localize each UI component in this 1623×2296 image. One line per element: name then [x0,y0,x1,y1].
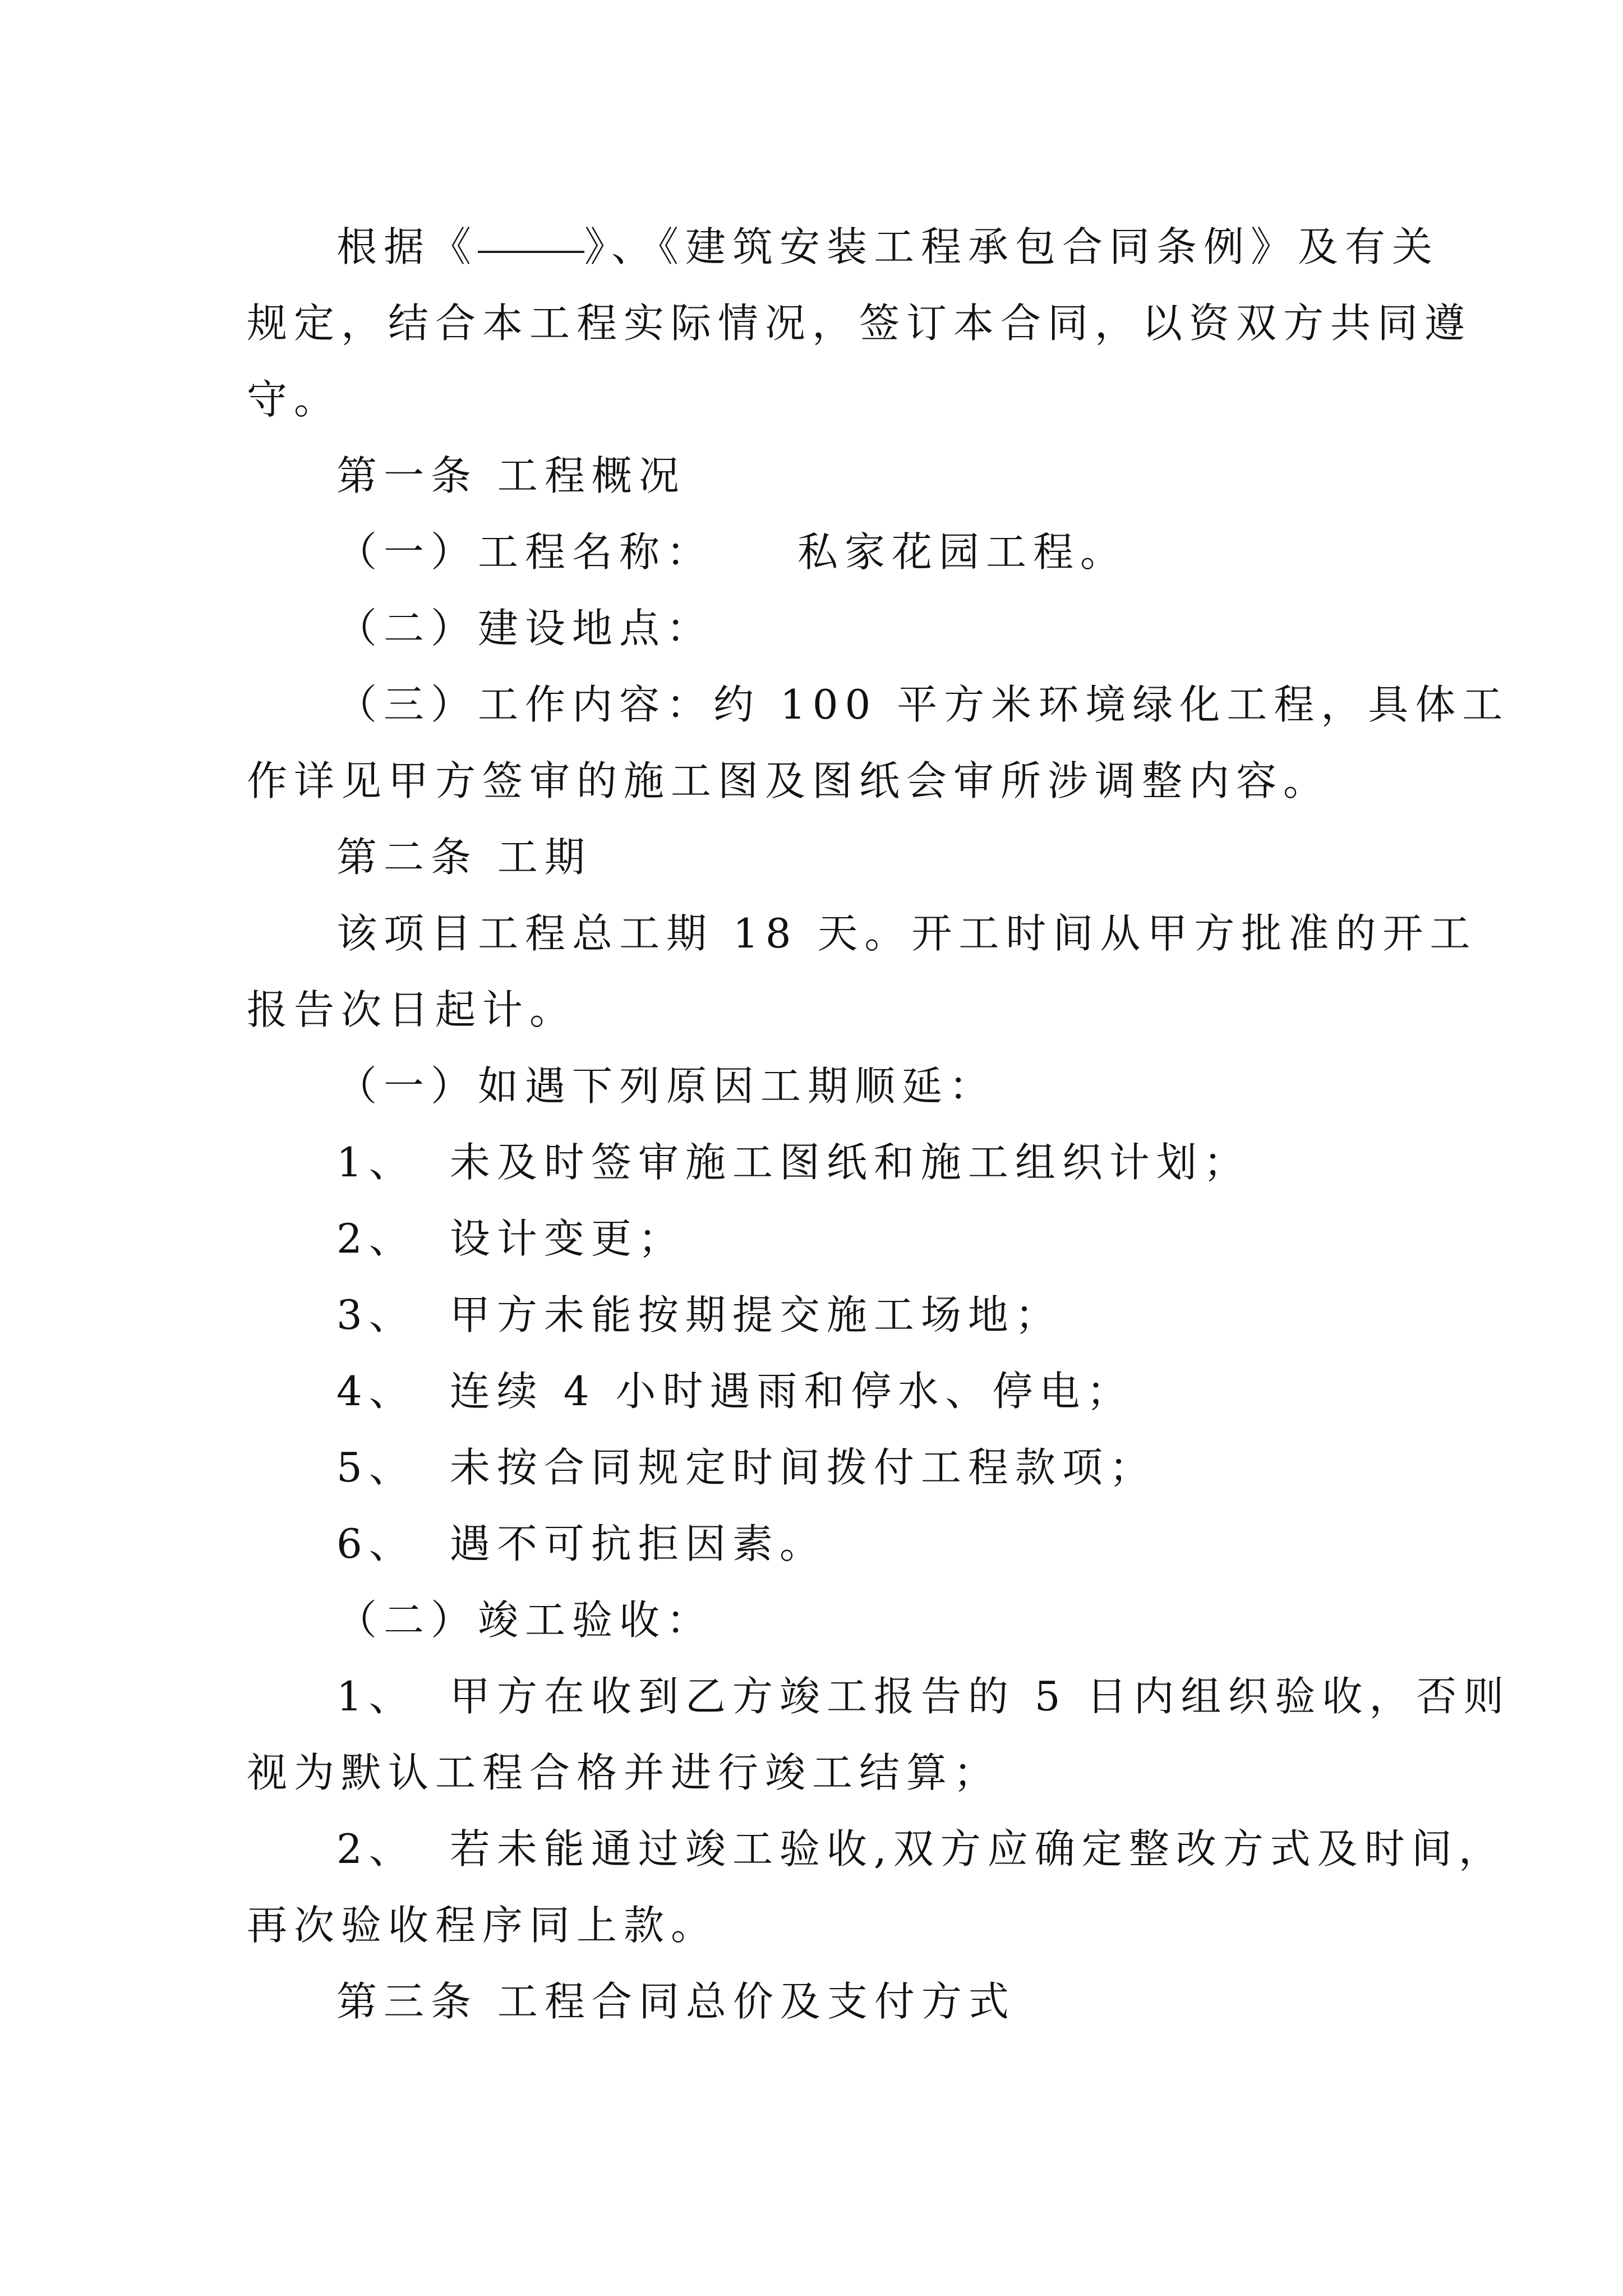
duration-line-2: 报告次日起计。 [247,986,577,1033]
project-name-line [336,525,1481,579]
intro-line-3: 守。 [247,376,342,423]
acceptance-item-2-line-1 [336,1822,1506,1876]
article3-heading: 第三条 工程合同总价及支付方式 [336,1978,1016,2025]
article2-heading: 第二条 工期 [336,834,592,881]
intro-text-start: 根据《 [336,223,478,270]
delay-item-number: 6、 [336,1520,416,1567]
acceptance-item-text: 若未能通过竣工验收,双方应确定整改方式及时间， [449,1825,1506,1872]
delay-causes-heading: （一）如遇下列原因工期顺延： [336,1062,997,1110]
delay-item-number: 3、 [336,1291,416,1338]
acceptance-heading: （二）竣工验收： [336,1596,714,1644]
delay-item-text: 甲方未能按期提交施工场地； [449,1291,1062,1338]
delay-item [336,1441,1481,1494]
project-name-label: （一）工程名称： [336,528,714,576]
delay-item-number: 4、 [336,1368,416,1415]
acceptance-item-number: 1、 [336,1673,416,1720]
intro-text-end: 》、《建筑安装工程承包合同条例》及有关 [584,223,1440,270]
intro-line-1 [336,220,1481,274]
delay-item-text: 设计变更； [449,1215,685,1262]
duration-line-1: 该项目工程总工期 18 天。开工时间从甲方批准的开工 [336,910,1477,957]
law-name-blank [478,251,584,253]
delay-item [336,1135,1481,1189]
article1-heading: 第一条 工程概况 [336,452,686,499]
project-name-value: 私家花园工程。 [797,528,1128,576]
delay-item-text: 未及时签审施工图纸和施工组织计划； [449,1139,1251,1186]
acceptance-item-text: 甲方在收到乙方竣工报告的 5 日内组织验收，否则 [449,1673,1511,1720]
acceptance-item-number: 2、 [336,1825,416,1872]
delay-item [336,1517,1481,1571]
delay-item-number: 2、 [336,1215,416,1262]
intro-line-2: 规定，结合本工程实际情况，签订本合同，以资双方共同遵 [247,300,1472,347]
delay-item-text: 连续 4 小时遇雨和停水、停电； [449,1368,1134,1415]
delay-item-text: 未按合同规定时间拨付工程款项； [449,1444,1156,1491]
acceptance-item-1-line-1 [336,1669,1511,1723]
delay-item [336,1364,1481,1418]
acceptance-item-2-line-2: 再次验收程序同上款。 [247,1902,718,1949]
delay-item [336,1288,1481,1342]
delay-item-number: 5、 [336,1444,416,1491]
delay-item-number: 1、 [336,1139,416,1186]
work-content-line-1: （三）工作内容：约 100 平方米环境绿化工程，具体工 [336,681,1510,728]
delay-item [336,1212,1481,1266]
work-content-line-2: 作详见甲方签审的施工图及图纸会审所涉调整内容。 [247,757,1331,804]
acceptance-item-1-line-2: 视为默认工程合格并进行竣工结算； [247,1749,1001,1796]
construction-site-line: （二）建设地点： [336,605,714,652]
delay-item-text: 遇不可抗拒因素。 [449,1520,827,1567]
